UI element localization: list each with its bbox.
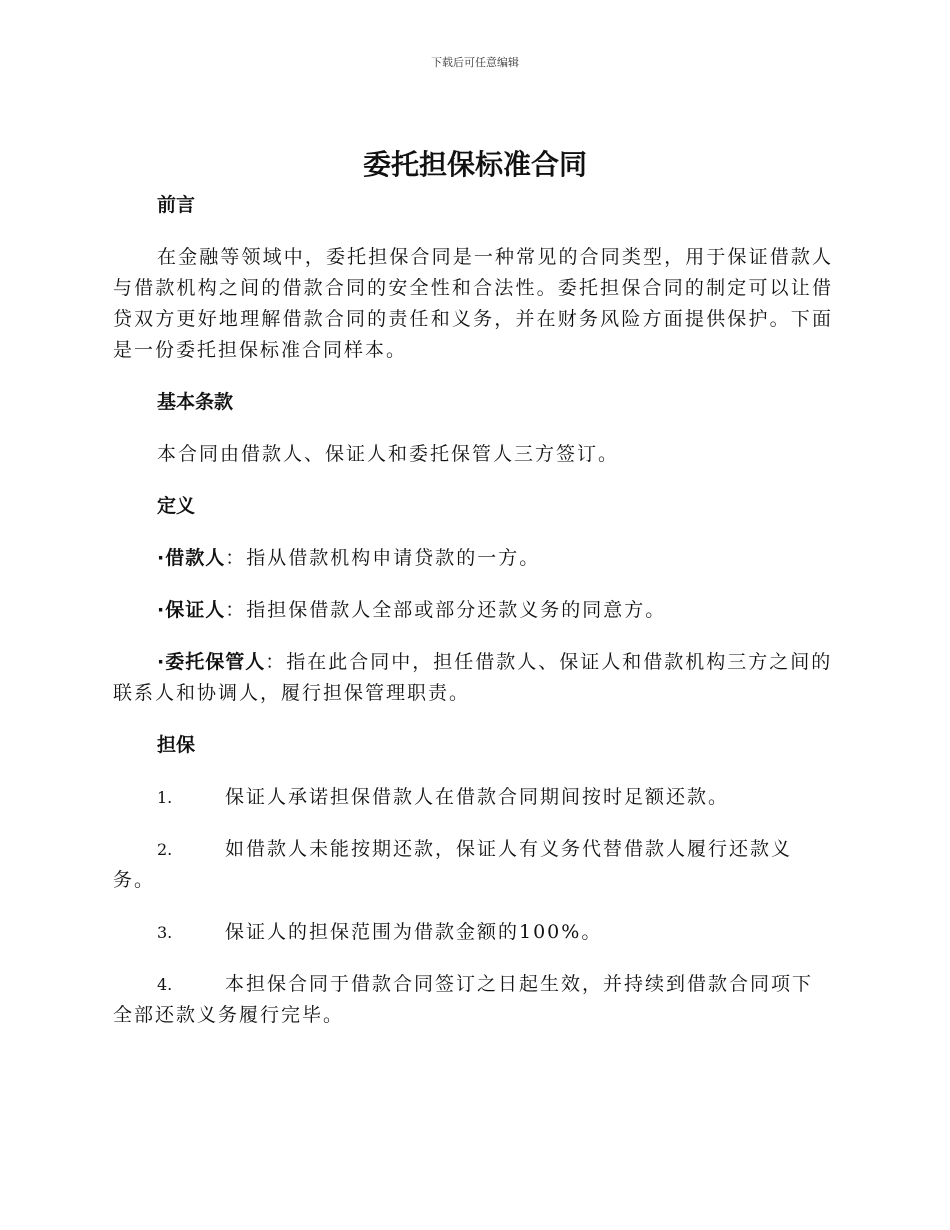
definition-term: 委托保管人: [165, 651, 266, 673]
item-number: 2.: [157, 840, 173, 859]
definition-item: [113, 647, 833, 709]
item-text: 如借款人未能按期还款，保证人有义务代替借款人履行还款义务。: [113, 838, 793, 891]
guarantee-item: [113, 917, 833, 948]
preface-paragraph: 在金融等领域中，委托担保合同是一种常见的合同类型，用于保证借款人与借款机构之间的借款合同的安全性和合法性。委托担保合同的制定可以让借贷双方更好地理解借款合同的责任和义务，并在财务风险方面提供保护。下面是一份委托担保标准合同样本。: [113, 246, 833, 361]
section-heading-definitions: 定义: [157, 495, 196, 517]
bullet-dot: ·: [157, 547, 166, 569]
document-body: [113, 190, 833, 1031]
definition-item: [113, 543, 833, 574]
definition-term: 保证人: [165, 599, 226, 621]
document-title: 委托担保标准合同: [362, 148, 587, 181]
guarantee-item: [113, 969, 833, 1031]
item-text: 保证人的担保范围为借款金额的100%。: [225, 921, 603, 943]
item-number: 3.: [157, 923, 173, 942]
item-number: 1.: [157, 788, 173, 807]
section-heading-preface: 前言: [157, 194, 196, 216]
section-heading-guarantee: 担保: [157, 734, 196, 756]
definition-item: [113, 595, 833, 626]
basic-terms-paragraph: 本合同由借款人、保证人和委托保管人三方签订。: [157, 443, 620, 465]
header-note: 下载后可任意编辑: [431, 56, 519, 69]
guarantee-item: [113, 782, 833, 813]
definition-text: ：指在此合同中，担任借款人、保证人和借款机构三方之间的联系人和协调人，履行担保管理职责。: [113, 651, 833, 704]
item-number: 4.: [157, 975, 173, 994]
item-text: 本担保合同于借款合同签订之日起生效，并持续到借款合同项下全部还款义务履行完毕。: [113, 973, 814, 1026]
definition-text: ：指从借款机构申请贷款的一方。: [225, 547, 541, 569]
bullet-dot: ·: [157, 651, 166, 673]
bullet-dot: ·: [157, 599, 166, 621]
item-text: 保证人承诺担保借款人在借款合同期间按时足额还款。: [225, 786, 730, 808]
definition-term: 借款人: [165, 547, 226, 569]
definition-text: ：指担保借款人全部或部分还款义务的同意方。: [225, 599, 667, 621]
guarantee-item: [113, 834, 833, 896]
section-heading-basic-terms: 基本条款: [157, 391, 234, 413]
